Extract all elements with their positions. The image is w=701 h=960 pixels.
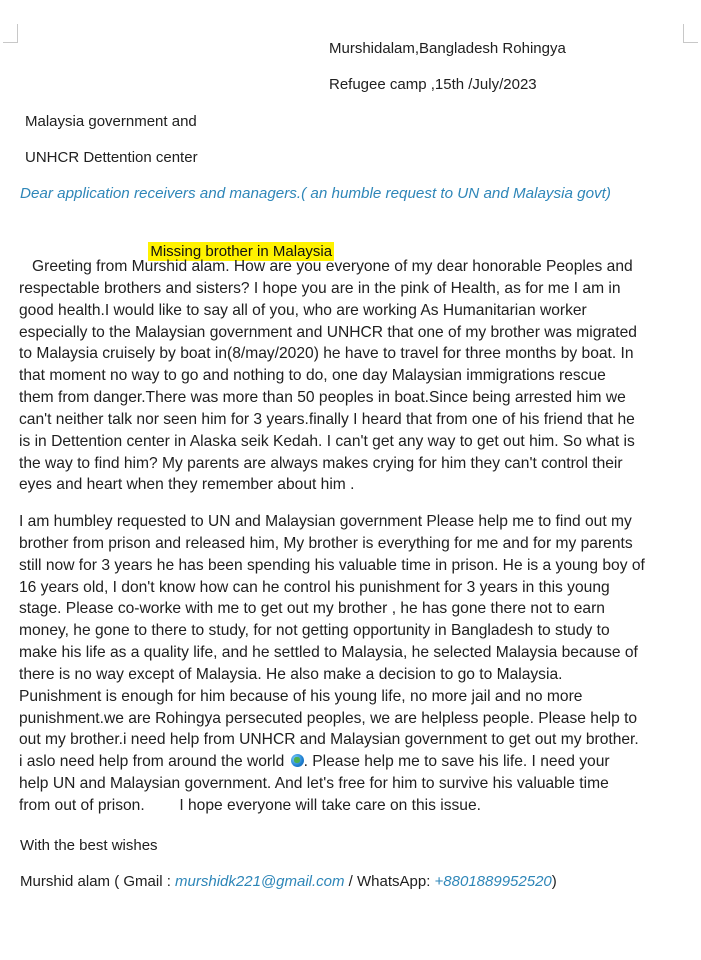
paragraph-line: out my brother.i need help from UNHCR and Malaysian government to get out my brother. xyxy=(19,731,639,749)
paragraph-line: from out of prison. I hope everyone will take care on this issue. xyxy=(19,796,481,814)
paragraph-line: respectable brothers and sisters? I hope you are in the pink of Health, as for me I am in xyxy=(19,279,621,297)
phone-link[interactable]: +8801889952520 xyxy=(434,873,552,890)
paragraph-line: can't neither talk nor seen him for 3 years.finally I heard that from one of his friend that he xyxy=(19,410,635,428)
globe-emoji-icon xyxy=(291,754,304,767)
paragraph-line: still now for 3 years he has been spending his valuable time in prison. He is a young boy of xyxy=(19,556,645,574)
paragraph-line: is in Dettention center in Alaska seik Kedah. I can't get any way to get out him. So what is xyxy=(19,432,635,450)
email-link[interactable]: murshidk221@gmail.com xyxy=(175,873,345,890)
recipient-line-2: UNHCR Dettention center xyxy=(25,149,198,166)
paragraph-line: brother from prison and released him, My brother is everything for me and for my parents xyxy=(19,534,633,552)
paragraph-line: make his life as a quality life, and he settled to Malaysia, he selected Malaysia because of xyxy=(19,644,638,662)
paragraph-line: especially to the Malaysian government and UNHCR that one of my brother was migrated xyxy=(19,323,637,341)
paragraph-line xyxy=(19,751,691,773)
paragraph-line: I am humbley requested to UN and Malaysian government Please help me to find out my xyxy=(19,513,632,530)
paragraph-line: good health.I would like to say all of you, who are working As Humanitarian worker xyxy=(19,301,587,319)
paragraph-line: Punishment is enough for him because of his young life, no more jail and no more xyxy=(19,687,583,705)
sender-date: Refugee camp ,15th /July/2023 xyxy=(329,76,537,93)
page-corner-mark-icon xyxy=(683,24,698,43)
signature xyxy=(20,871,557,893)
line-text: i aslo need help from around the world xyxy=(19,753,289,771)
paragraph-line: them from danger.There was more than 50 peoples in boat.Since being arrested him we xyxy=(19,389,626,407)
recipient-line-1: Malaysia government and xyxy=(25,113,197,130)
paragraph-1 xyxy=(19,256,691,496)
whatsapp-label: / WhatsApp: xyxy=(344,873,435,890)
paragraph-line: to Malaysia cruisely by boat in(8/may/2020) he have to travel for three months by boat. In xyxy=(19,345,634,363)
paragraph-line: money, he gone to there to study, for not getting opportunity in Bangladesh to study to xyxy=(19,622,610,640)
paragraph-line: there is no way except of Malaysia. He also make a decision to go to Malaysia. xyxy=(19,665,563,683)
paragraph-line: help UN and Malaysian government. And let's free for him to survive his valuable time xyxy=(19,775,609,793)
signature-suffix: ) xyxy=(551,873,557,890)
subject-highlight: Missing brother in Malaysia xyxy=(150,243,333,260)
paragraph-2 xyxy=(19,511,691,817)
closing: With the best wishes xyxy=(20,837,158,854)
paragraph-line: punishment.we are Rohingya persecuted peoples, we are helpless people. Please help to xyxy=(19,709,638,727)
signature-name: Murshid alam ( Gmail : xyxy=(20,873,176,890)
paragraph-line: that moment no way to go and nothing to do, one day Malaysian immigrations rescue xyxy=(19,367,606,385)
sender-address: Murshidalam,Bangladesh Rohingya xyxy=(329,40,566,57)
paragraph-line: eyes and heart when they remember about him . xyxy=(19,476,355,494)
page-corner-mark-icon xyxy=(3,24,18,43)
line-text: . Please help me to save his life. I need your xyxy=(303,753,610,771)
paragraph-line: 16 years old, I don't know how can he control his punishment for 3 years in this young xyxy=(19,578,610,596)
paragraph-line: Greeting from Murshid alam. How are you everyone of my dear honorable Peoples and xyxy=(19,258,633,275)
paragraph-line: stage. Please co-worke with me to get out my brother , he has gone there not to earn xyxy=(19,600,605,618)
salutation: Dear application receivers and managers.( an humble request to UN and Malaysia govt) xyxy=(20,185,611,202)
paragraph-line: the way to find him? My parents are always makes crying for him they can't control their xyxy=(19,454,623,472)
